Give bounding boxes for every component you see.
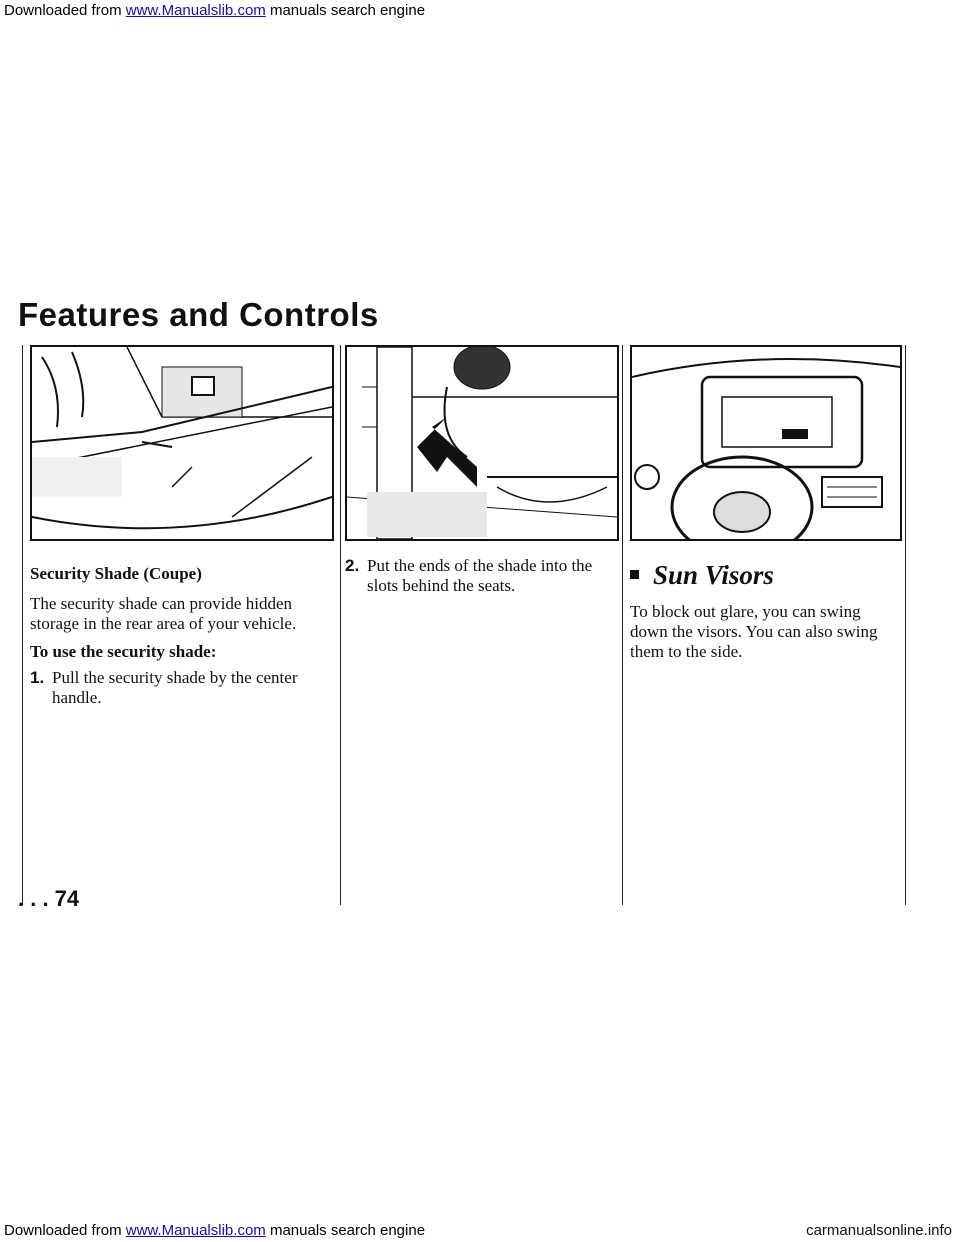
- banner-suffix: manuals search engine: [265, 2, 426, 19]
- step-2-text: Put the ends of the shade into the slots behind the seats.: [367, 556, 593, 595]
- manualslib-link-bottom[interactable]: www.Manualslib.com: [125, 1222, 266, 1239]
- sun-visors-title: Sun Visors: [653, 560, 774, 590]
- sun-visors-heading: [630, 560, 900, 590]
- use-security-shade-heading: To use the security shade:: [30, 642, 217, 661]
- download-banner: [4, 2, 425, 19]
- manualslib-link[interactable]: www.Manualslib.com: [125, 2, 266, 19]
- column-2-text: [345, 556, 615, 596]
- column-divider-left: [22, 345, 23, 905]
- step-2: [345, 556, 615, 596]
- banner-prefix: Downloaded from: [4, 2, 126, 19]
- page-title: Features and Controls: [18, 296, 379, 333]
- step-1-number: 1.: [30, 668, 45, 687]
- column-1-text: [30, 564, 330, 708]
- step-1: [30, 668, 330, 708]
- sun-visors-text: To block out glare, you can swing down the visors. You can also swing them to the side.: [630, 602, 878, 661]
- banner-prefix-bottom: Downloaded from: [4, 1222, 126, 1239]
- column-divider-2: [622, 345, 623, 905]
- banner-suffix-bottom: manuals search engine: [265, 1222, 426, 1239]
- download-banner-bottom: [4, 1222, 425, 1239]
- security-shade-heading: Security Shade (Coupe): [30, 564, 202, 583]
- step-2-number: 2.: [345, 556, 360, 575]
- column-divider-right: [905, 345, 906, 905]
- sun-visor-illustration: [630, 345, 902, 541]
- step-1-text: Pull the security shade by the center handle.: [52, 668, 298, 707]
- column-3-text: [630, 560, 900, 670]
- watermark: carmanualsonline.info: [806, 1222, 952, 1239]
- security-shade-intro: The security shade can provide hidden storage in the rear area of your vehicle.: [30, 594, 297, 633]
- page-number: . . . 74: [18, 886, 80, 911]
- column-divider-1: [340, 345, 341, 905]
- shade-slots-illustration: [345, 345, 619, 541]
- security-shade-illustration: [30, 345, 334, 541]
- bullet-square-icon: [630, 570, 639, 579]
